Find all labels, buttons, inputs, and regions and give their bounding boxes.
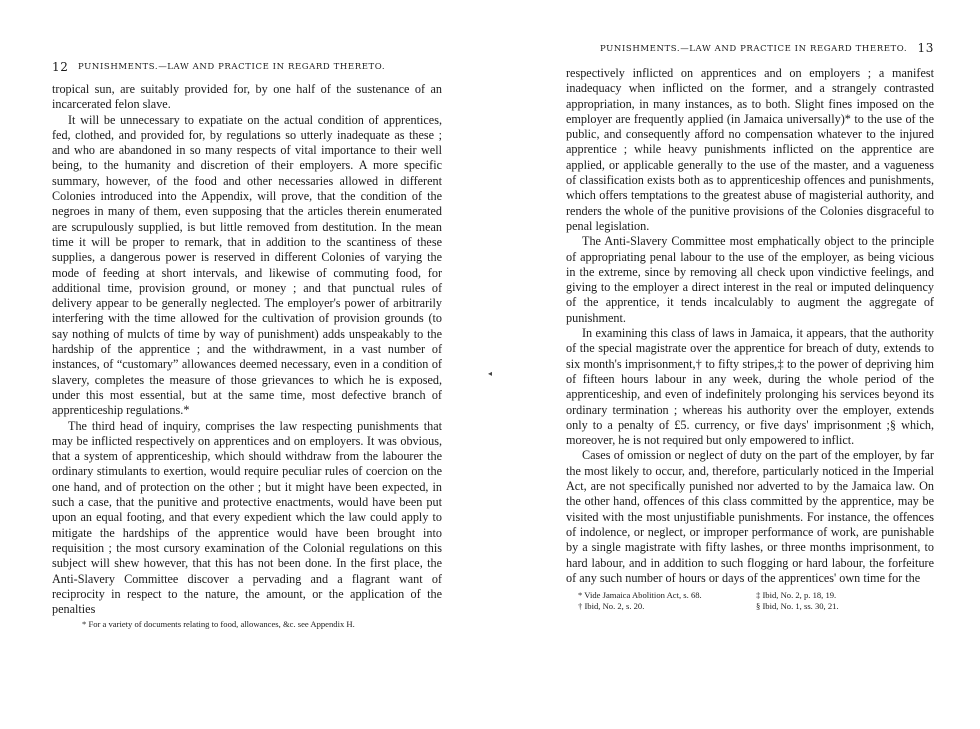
- running-head-title-right: PUNISHMENTS.—LAW AND PRACTICE IN REGARD THERETO.: [600, 44, 908, 54]
- paragraph: tropical sun, are suitably provided for, by one half of the sustenance of an incarcerated felon slave.: [52, 82, 442, 112]
- paragraph: It will be unnecessary to expatiate on the actual condition of apprentices, fed, clothed, and provided for, by regulations so utterly inadequate as these ; and who are abandoned in so many respects of vital importance to their well being, to the humanity and discretion of their employers. A more specific summary, however, of the food and other necessaries allowed in different Colonies introduced into the Appendix, will prove, that the condition of the negroes in many of them, even supposing that the articles therein enumerated are scrupulously supplied, is but little removed from destitution. In the mean time it will be proper to remark, that in addition to the scantiness of these supplies, a dangerous power is reserved in different Colonies of varying the mode of feeding at short intervals, and likewise of commuting food, for additional time, provision ground, or money ; and that punctual rules of delivery appear to be generally neglected. The employer's power of arbitrarily interfering with the time allowed for the cultivation of provision grounds (to say nothing of mulcts of time by way of punishment) adds unspeakably to the hardship of the apprentice ; and the withdrawment, in a vast number of instances, of “customary” allowances deemed necessary, even in a condition of slavery, completes the measure of those grievances to which he is exposed, under this most essential, but at the same time, most defective branch of apprenticeship regulations.*: [52, 112, 442, 418]
- footnote: * Vide Jamaica Abolition Act, s. 68.: [578, 590, 702, 601]
- paragraph: The Anti-Slavery Committee most emphatically object to the principle of appropriating penal labour to the use of the employer, as being vicious in the extreme, since by removing all check upon vindictive feelings, and giving to the employer a direct interest in the real or imputed delinquency of the apprentice, it tends incalculably to augment the aggregate of punishment.: [566, 234, 934, 325]
- running-head-title-left: PUNISHMENTS.—LAW AND PRACTICE IN REGARD THERETO.: [78, 62, 386, 72]
- right-body-text: [566, 66, 934, 586]
- right-page: [490, 0, 980, 729]
- gutter-arrow-mark: ◂: [488, 369, 493, 378]
- paragraph: respectively inflicted on apprentices and on employers ; a manifest inadequacy when inflicted on the former, and a strangely contrasted appropriation, in many instances, as to both. Slight fines imposed on the employer are frequently applied (in Jamaica universally)* to the use of the public, and consequently afford no compensation whatever to the injured apprentice ; while heavy punishments inflicted on the apprentice are applied, or applicable generally to the use of the master, and a vagueness of classification exists both as to apprenticeship offences and punishments, which offers temptations to the greatest abuse of magisterial authority, and renders the whole of the punitive provisions of the Colonies disgraceful to penal legislation.: [566, 66, 934, 233]
- running-head-right: [566, 38, 934, 56]
- paragraph: The third head of inquiry, comprises the law respecting punishments that may be inflicted respectively on apprentices and on employers. It was obvious, that a system of apprenticeship, which should withdraw from the labourer the ordinary stimulants to exertion, would require peculiar rules of coercion on the one hand, and of protection on the other ; but it might have been expected, in such a case, that the punitive and protective enactments, would have been put upon an equal footing, and that every expedient which the law could apply to mitigate the hardships of the apprentice would have been brought into requisition ; the most cursory examination of the Colonial regulations on this subject will shew however, that this has not been done. In the first place, the Anti-Slavery Committee discover a pervading and a flagrant want of reciprocity in respect to the nature, the amount, or the application of the penalties: [52, 418, 442, 617]
- footnote: † Ibid, No. 2, s. 20.: [578, 601, 645, 612]
- left-footnotes: [52, 619, 442, 630]
- footnote: ‡ Ibid, No. 2, p. 18, 19.: [756, 590, 837, 601]
- page-number-right: 13: [917, 41, 934, 55]
- left-body-text: [52, 82, 442, 617]
- paragraph: In examining this class of laws in Jamaica, it appears, that the authority of the special magistrate over the apprentice for breach of duty, extends to six month's imprisonment,† to fifty stripes,‡ to the power of depriving him of fifteen hours labour in any week, during the whole period of the apprenticeship, and even of indefinitely prolonging his services beyond its ordinary termination ; whereas his authority over the employer, extends only to a penalty of £5. currency, or five days' imprisonment ;§ which, moreover, he is not required but only empowered to inflict.: [566, 326, 934, 448]
- right-footnotes: [566, 590, 934, 612]
- running-head-left: [52, 48, 442, 74]
- footnote: * For a variety of documents relating to food, allowances, &c. see Appendix H.: [82, 619, 355, 630]
- paragraph: Cases of omission or neglect of duty on the part of the employer, by far the most likely to occur, and, therefore, particularly noticed in the Imperial Act, are not specifically punished nor adverted to by the Jamaica law. On the other hand, offences of this class committed by the apprentice, may be visited with the most unjustifiable punishments. For instance, the offences of indolence, or neglect, or improper performance of work, are punishable by a single magistrate with fifty lashes, or three months imprisonment, to hard labour, and in addition to such flogging or hard labour, the forfeiture of any such number of hours or days of the apprentices' own time for the: [566, 448, 934, 585]
- footnote: § Ibid, No. 1, ss. 30, 21.: [756, 601, 839, 612]
- page-number-left: 12: [52, 60, 69, 74]
